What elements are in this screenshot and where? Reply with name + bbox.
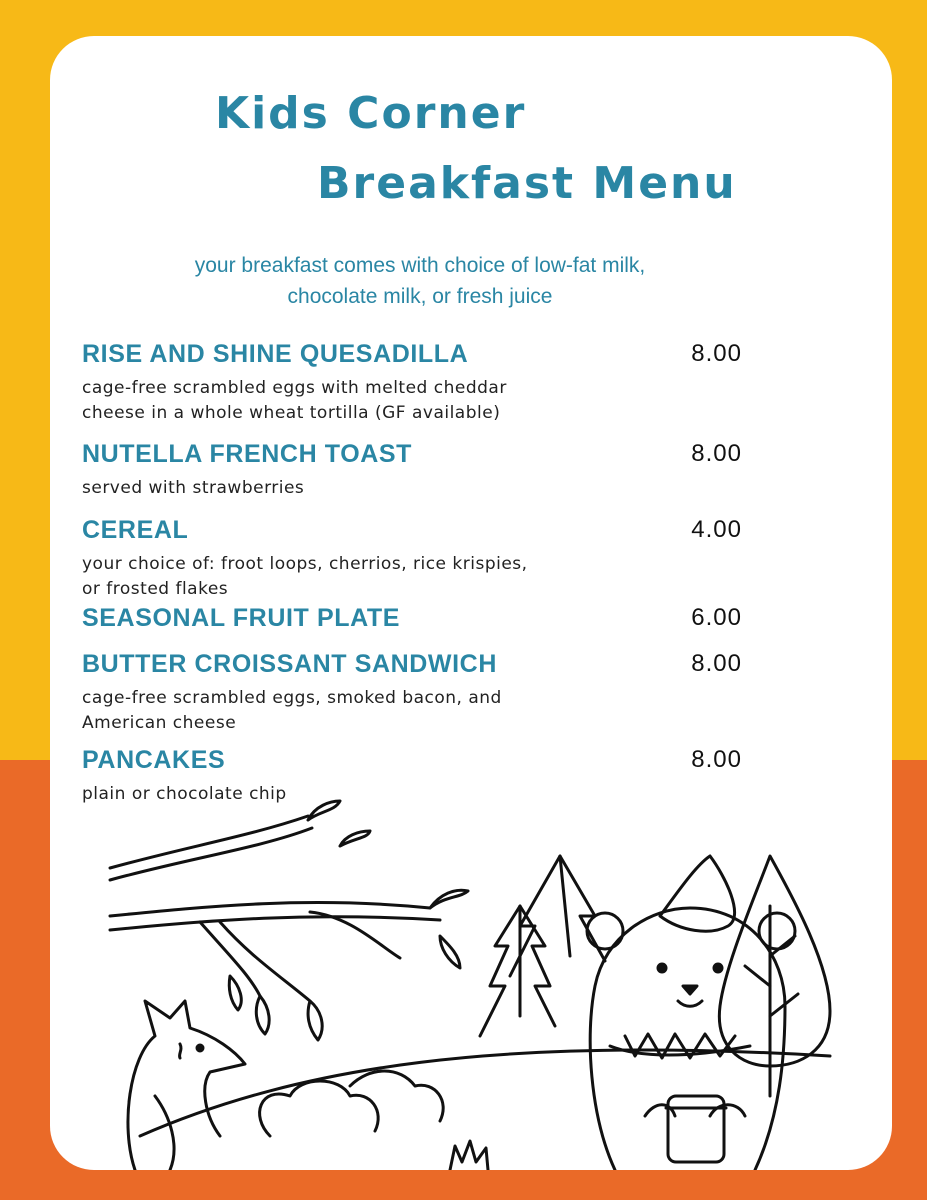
item-description-line1: served with strawberries (82, 478, 305, 498)
subtitle-line2: chocolate milk, or fresh juice (287, 285, 553, 308)
item-description-line2: or frosted flakes (82, 579, 229, 599)
bush-icon (260, 1071, 444, 1136)
item-price: 8.00 (691, 440, 742, 467)
item-price: 8.00 (691, 340, 742, 367)
item-description-line1: plain or chocolate chip (82, 784, 287, 804)
item-name: NUTELLA FRENCH TOAST (82, 440, 413, 468)
item-name: SEASONAL FRUIT PLATE (82, 604, 401, 632)
item-price: 6.00 (691, 604, 742, 631)
bear-icon (587, 908, 795, 1170)
fox-icon (128, 1001, 245, 1170)
item-description-line1: cage-free scrambled eggs, smoked bacon, and (82, 688, 502, 708)
menu-title-line1: Kids Corner (215, 88, 527, 139)
pine-tree-icon (480, 856, 605, 1036)
woodland-illustration (50, 796, 892, 1170)
item-description (82, 476, 602, 501)
menu-title-line2: Breakfast Menu (317, 158, 737, 209)
item-name: PANCAKES (82, 746, 226, 774)
item-name: BUTTER CROISSANT SANDWICH (82, 650, 497, 678)
item-name: RISE AND SHINE QUESADILLA (82, 340, 469, 368)
item-price: 8.00 (691, 650, 742, 677)
item-description-line2: cheese in a whole wheat tortilla (GF available) (82, 403, 501, 423)
item-description-line1: your choice of: froot loops, cherrios, rice krispies, (82, 554, 528, 574)
item-price: 8.00 (691, 746, 742, 773)
item-description-line1: cage-free scrambled eggs with melted cheddar (82, 378, 507, 398)
grass-icon (450, 1141, 488, 1170)
menu-card (50, 36, 892, 1170)
item-description (82, 552, 602, 602)
subtitle-line1: your breakfast comes with choice of low-fat milk, (194, 254, 646, 277)
item-price: 4.00 (691, 516, 742, 543)
item-description (82, 686, 602, 736)
tree-branch-icon (110, 801, 468, 1040)
item-description-line2: American cheese (82, 713, 237, 733)
item-description (82, 376, 602, 426)
menu-subtitle (110, 250, 730, 312)
item-name: CEREAL (82, 516, 189, 544)
tree-icon (660, 856, 830, 1096)
